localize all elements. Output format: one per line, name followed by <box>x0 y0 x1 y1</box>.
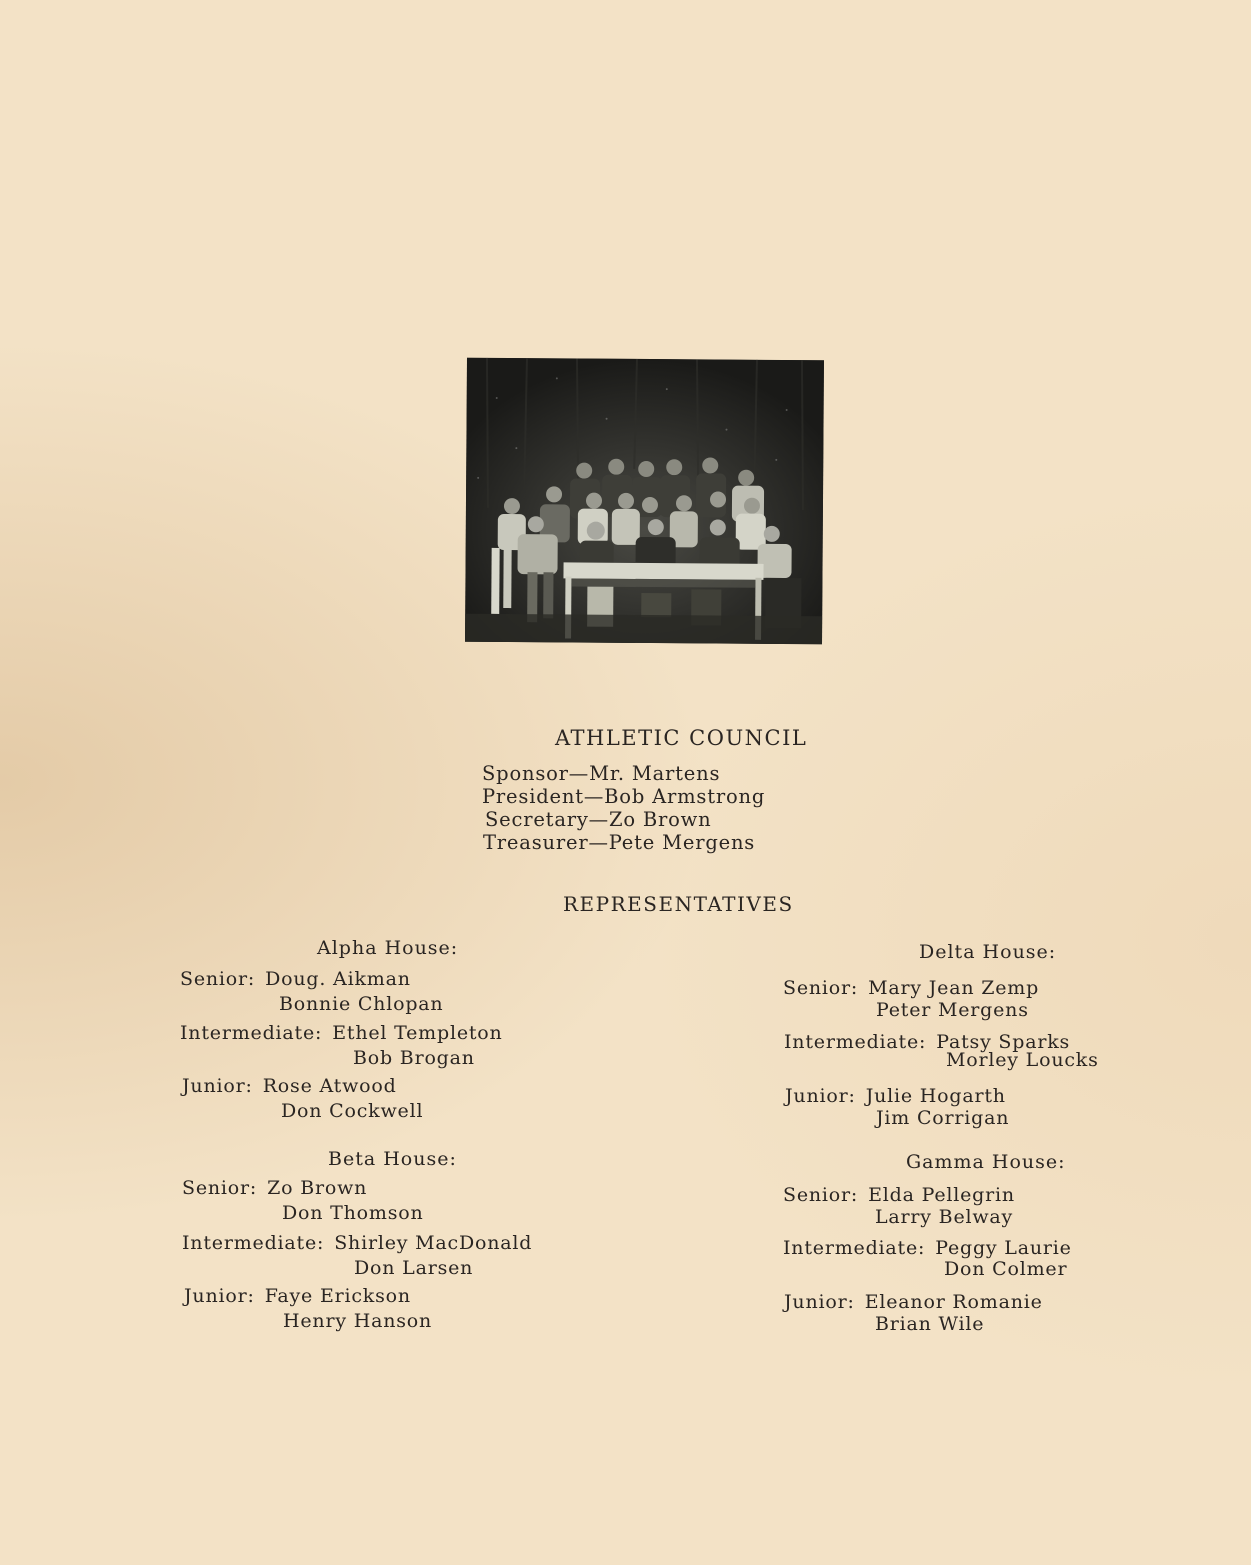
gamma-senior <box>783 1183 1015 1207</box>
member-name: Rose Atwood <box>262 1075 397 1097</box>
group-label: Senior: <box>783 1184 859 1206</box>
alpha-intermediate-2 <box>353 1046 475 1070</box>
beta-house-title: Beta House: <box>328 1148 457 1170</box>
member-name: Shirley MacDonald <box>334 1232 533 1254</box>
alpha-junior <box>182 1074 397 1098</box>
member-name: Bob Brogan <box>353 1047 475 1069</box>
member-name: Elda Pellegrin <box>868 1184 1015 1206</box>
delta-junior <box>785 1084 1006 1108</box>
group-photo <box>465 358 824 644</box>
beta-intermediate-2 <box>354 1256 473 1280</box>
council-title: ATHLETIC COUNCIL <box>555 726 808 750</box>
officer-secretary: Secretary—Zo Brown <box>485 808 712 831</box>
delta-senior <box>783 976 1039 1000</box>
group-label: Senior: <box>182 1177 258 1199</box>
member-name: Zo Brown <box>267 1177 368 1199</box>
alpha-junior-2 <box>281 1099 423 1123</box>
gamma-junior-2 <box>875 1312 984 1336</box>
gamma-junior <box>784 1290 1043 1314</box>
member-name: Patsy Sparks <box>936 1031 1071 1053</box>
group-label: Senior: <box>180 968 256 990</box>
beta-senior-2 <box>282 1201 424 1225</box>
group-label: Senior: <box>783 977 859 999</box>
delta-junior-2 <box>876 1106 1009 1130</box>
member-name: Peter Mergens <box>876 999 1029 1021</box>
group-label: Intermediate: <box>783 1237 926 1259</box>
group-label: Junior: <box>784 1291 855 1313</box>
gamma-senior-2 <box>875 1205 1013 1229</box>
member-name: Larry Belway <box>875 1206 1014 1228</box>
alpha-senior <box>180 967 411 991</box>
member-name: Jim Corrigan <box>876 1107 1010 1129</box>
group-label: Junior: <box>184 1285 255 1307</box>
member-name: Faye Erickson <box>264 1285 411 1307</box>
beta-junior-2 <box>283 1309 432 1333</box>
member-name: Don Colmer <box>944 1258 1068 1280</box>
group-label: Junior: <box>785 1085 856 1107</box>
alpha-intermediate <box>180 1021 503 1045</box>
delta-house-title: Delta House: <box>919 941 1057 963</box>
officer-treasurer: Treasurer—Pete Mergens <box>483 831 756 854</box>
member-name: Don Larsen <box>354 1257 474 1279</box>
member-name: Morley Loucks <box>946 1049 1099 1071</box>
beta-junior <box>184 1284 411 1308</box>
member-name: Peggy Laurie <box>935 1237 1072 1259</box>
group-photo-image <box>465 358 824 644</box>
officer-sponsor: Sponsor—Mr. Martens <box>482 762 721 785</box>
member-name: Eleanor Romanie <box>864 1291 1043 1313</box>
member-name: Bonnie Chlopan <box>279 993 444 1015</box>
member-name: Doug. Aikman <box>265 968 411 990</box>
member-name: Don Thomson <box>282 1202 424 1224</box>
member-name: Henry Hanson <box>283 1310 433 1332</box>
alpha-senior-2 <box>279 992 443 1016</box>
representatives-title: REPRESENTATIVES <box>563 892 794 916</box>
gamma-intermediate-2 <box>944 1257 1067 1281</box>
gamma-house-title: Gamma House: <box>906 1151 1066 1173</box>
officer-president: President—Bob Armstrong <box>482 785 766 808</box>
member-name: Don Cockwell <box>281 1100 424 1122</box>
member-name: Julie Hogarth <box>865 1085 1006 1107</box>
officers-list <box>482 762 765 854</box>
group-label: Intermediate: <box>784 1031 927 1053</box>
member-name: Brian Wile <box>875 1313 985 1335</box>
beta-intermediate <box>182 1231 532 1255</box>
group-label: Intermediate: <box>182 1232 325 1254</box>
beta-senior <box>182 1176 367 1200</box>
group-label: Intermediate: <box>180 1022 323 1044</box>
delta-senior-2 <box>876 998 1029 1022</box>
member-name: Ethel Templeton <box>332 1022 503 1044</box>
alpha-house-title: Alpha House: <box>317 937 459 959</box>
member-name: Mary Jean Zemp <box>868 977 1040 999</box>
delta-intermediate-2 <box>946 1048 1099 1072</box>
group-label: Junior: <box>182 1075 253 1097</box>
